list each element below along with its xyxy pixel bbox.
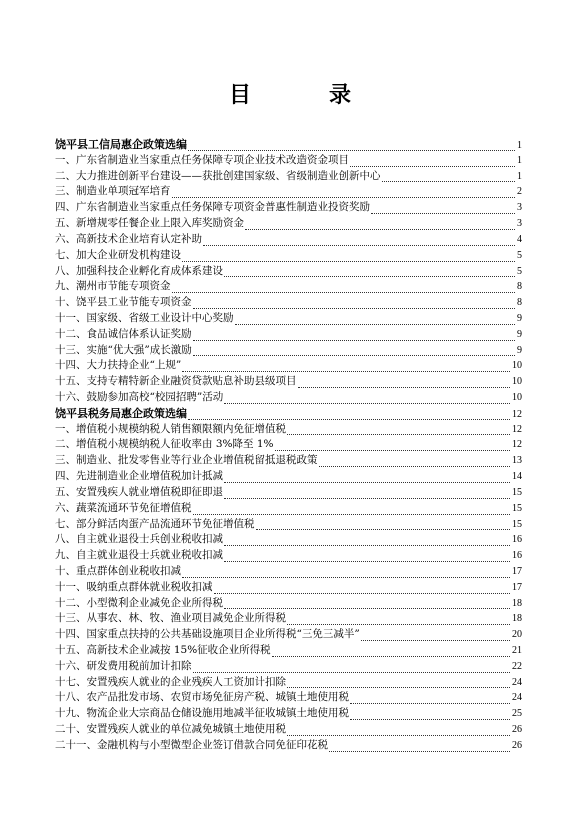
toc-entry[interactable] (55, 295, 522, 311)
toc-page-number: 12 (512, 439, 522, 451)
dot-leader (275, 449, 511, 451)
toc-entry-title: 七、部分鲜活肉蛋产品流通环节免征增值税 (55, 517, 255, 530)
toc-entry-title: 一、广东省制造业当家重点任务保障专项企业技术改造资金项目 (55, 153, 349, 166)
toc-page-number: 10 (512, 376, 522, 388)
toc-entry-title: 四、先进制造业企业增值税加计抵减 (55, 470, 223, 483)
toc-entry[interactable] (55, 501, 522, 517)
toc-entry-title: 八、自主就业退役士兵创业税收扣减 (55, 533, 223, 546)
dot-leader (298, 386, 511, 388)
dot-leader (193, 513, 511, 515)
toc-page-number: 17 (512, 581, 522, 593)
toc-entry-title: 十五、高新技术企业减按 15%征收企业所得税 (55, 644, 271, 656)
toc-entry-title: 九、自主就业退役士兵就业税收扣减 (55, 549, 223, 562)
toc-page-number: 13 (512, 455, 522, 467)
toc-entry-title: 二十、安置残疾人就业的单位减免城镇土地使用税 (55, 723, 286, 736)
dot-leader (193, 339, 516, 341)
dot-leader (214, 592, 511, 594)
toc-entry-title: 十三、实施“优大强”成长激励 (55, 343, 192, 356)
toc-section-heading[interactable] (55, 406, 522, 422)
dot-leader (350, 165, 515, 167)
dot-leader (193, 354, 515, 356)
dot-leader (203, 244, 515, 246)
toc-page-number: 15 (512, 486, 522, 498)
toc-entry-title: 二、大力推进创新平台建设——获批创建国家级、省级制造业创新中心 (55, 169, 381, 182)
toc-entry-title: 十一、吸纳重点群体就业税收扣减 (55, 580, 213, 593)
dot-leader (361, 639, 510, 641)
toc-entry[interactable] (55, 327, 522, 343)
toc-page-number: 3 (517, 202, 522, 214)
toc-page-number: 8 (517, 281, 522, 293)
toc-page-number: 9 (517, 312, 522, 324)
toc-entry[interactable] (55, 643, 522, 659)
toc-entry-title: 六、蔬菜流通环节免征增值税 (55, 501, 192, 514)
toc-entry-title: 十、重点群体创业税收扣减 (55, 564, 181, 577)
toc-page-number: 5 (517, 265, 522, 277)
dot-leader (371, 212, 515, 214)
toc-page-number: 16 (512, 534, 522, 546)
toc-entry-title: 五、安置残疾人就业增值税即征即退 (55, 485, 223, 498)
toc-entry[interactable] (55, 200, 522, 216)
toc-page-number: 5 (517, 249, 522, 261)
toc-page-number: 9 (517, 328, 522, 340)
toc-page-number: 16 (512, 550, 522, 562)
toc-page-number: 26 (512, 739, 522, 751)
toc-entry[interactable] (55, 358, 522, 374)
toc-page-number: 9 (517, 344, 522, 356)
dot-leader (287, 623, 510, 625)
toc-entry[interactable] (55, 517, 522, 533)
dot-leader (382, 180, 516, 182)
toc-entry[interactable] (55, 659, 522, 675)
toc-entry[interactable] (55, 311, 522, 327)
toc-entry[interactable] (55, 374, 522, 390)
toc-entry[interactable] (55, 722, 522, 738)
toc-entry[interactable] (55, 485, 522, 501)
dot-leader (182, 370, 510, 372)
toc-page-number: 14 (512, 471, 522, 483)
toc-entry[interactable] (55, 706, 522, 722)
dot-leader (224, 607, 510, 609)
dot-leader (287, 433, 510, 435)
toc-entry-title: 二十一、金融机构与小型微型企业签订借款合同免征印花税 (55, 738, 328, 751)
dot-leader (224, 402, 510, 404)
toc-entry-title: 十三、从事农、林、牧、渔业项目减免企业所得税 (55, 612, 286, 625)
toc-page-number: 10 (512, 360, 522, 372)
toc-entry[interactable] (55, 453, 522, 469)
toc-page-number: 15 (512, 502, 522, 514)
toc-page-number: 26 (512, 724, 522, 736)
toc-page-number: 1 (517, 154, 522, 166)
dot-leader (319, 465, 511, 467)
toc-page-number: 1 (517, 170, 522, 182)
toc-page-number: 1 (517, 140, 522, 151)
toc-entry[interactable] (55, 690, 522, 706)
toc-entry[interactable] (55, 343, 522, 359)
toc-entry[interactable] (55, 437, 522, 453)
toc-entry[interactable] (55, 153, 522, 169)
toc-entry-title: 十二、食品诚信体系认证奖励 (55, 327, 192, 340)
dot-leader (329, 750, 510, 752)
toc-page-number: 12 (512, 408, 522, 420)
toc-page-number: 2 (517, 186, 522, 198)
toc-entry-title: 十六、鼓励参加高校“校园招聘”活动 (55, 391, 224, 403)
toc-entry-title: 八、加强科技企业孵化育成体系建设 (55, 264, 223, 277)
toc-entry-title: 九、潮州市节能专项资金 (55, 280, 171, 293)
toc-entry-title: 十六、研发费用税前加计扣除 (55, 659, 192, 672)
dot-leader (193, 671, 511, 673)
toc-page-number: 18 (512, 613, 522, 625)
toc-page-number: 4 (517, 233, 522, 245)
toc-page-number: 20 (512, 629, 522, 641)
toc-page-number: 10 (512, 392, 522, 403)
dot-leader (224, 481, 510, 483)
toc-entry-title: 十一、国家级、省级工业设计中心奖励 (55, 311, 234, 324)
toc-page-number: 17 (512, 565, 522, 577)
toc-entry-title: 十九、物流企业大宗商品仓储设施用地减半征收城镇土地使用税 (55, 707, 349, 720)
page-title: 目 录 (228, 83, 379, 108)
toc-entry[interactable] (55, 184, 522, 200)
dot-leader (287, 734, 510, 736)
toc-entry[interactable] (55, 532, 522, 548)
toc-entry-title: 五、新增规零任餐企业上限入库奖励资金 (55, 217, 244, 230)
dot-leader (224, 275, 515, 277)
dot-leader (256, 528, 511, 530)
dot-leader (350, 702, 510, 704)
dot-leader (182, 260, 515, 262)
toc-entry-title: 十八、农产品批发市场、农贸市场免征房产税、城镇土地使用税 (55, 691, 349, 704)
toc-entry-title: 三、制造业、批发零售业等行业企业增值税留抵退税政策 (55, 454, 318, 467)
toc-entry[interactable] (55, 738, 522, 754)
toc-entry[interactable] (55, 169, 522, 185)
dot-leader (172, 196, 516, 198)
toc-entry-title: 二、增值税小规模纳税人征收率由 3%降至 1% (55, 438, 274, 451)
dot-leader (350, 718, 510, 720)
toc-entry[interactable] (55, 564, 522, 580)
toc-page-number: 24 (512, 676, 522, 688)
dot-leader (224, 560, 510, 562)
toc-entry[interactable] (55, 469, 522, 485)
toc-entry-title: 一、增值税小规模纳税人销售额限额内免征增值税 (55, 422, 286, 435)
toc-entry-title: 十五、支持专精特新企业融资贷款贴息补助县级项目 (55, 375, 297, 388)
toc-entry-title: 十二、小型微利企业减免企业所得税 (55, 596, 223, 609)
toc-page-number: 18 (512, 597, 522, 609)
dot-leader (224, 497, 510, 499)
toc-page-number: 8 (517, 297, 522, 309)
toc-entry-title: 饶平县税务局惠企政策选编 (55, 406, 187, 420)
dot-leader (182, 576, 510, 578)
dot-leader (287, 686, 510, 688)
toc-entry[interactable] (55, 232, 522, 248)
toc-entry-title: 十、饶平县工业节能专项资金 (55, 296, 192, 309)
toc-entry-title: 六、高新技术企业培育认定补助 (55, 232, 202, 245)
dot-leader (272, 655, 510, 657)
toc-page-number: 22 (512, 660, 522, 672)
toc-entry[interactable] (55, 675, 522, 691)
dot-leader (245, 228, 515, 230)
toc-entry[interactable] (55, 422, 522, 438)
dot-leader (188, 149, 515, 151)
toc-page-number: 12 (512, 423, 522, 435)
toc-entry[interactable] (55, 596, 522, 612)
toc-page-number: 3 (517, 218, 522, 230)
toc-entry[interactable] (55, 248, 522, 264)
toc-entry[interactable] (55, 548, 522, 564)
toc-entry-title: 十七、安置残疾人就业的企业残疾人工资加计扣除 (55, 675, 286, 688)
dot-leader (193, 307, 516, 309)
toc-entry[interactable] (55, 627, 522, 643)
toc-entry[interactable] (55, 279, 522, 295)
dot-leader (224, 544, 510, 546)
dot-leader (172, 291, 516, 293)
toc-entry[interactable] (55, 580, 522, 596)
toc-entry-title: 三、制造业单项冠军培育 (55, 185, 171, 198)
toc-page-number: 21 (512, 645, 522, 656)
toc-entry[interactable] (55, 264, 522, 280)
toc-entry-title: 十四、国家重点扶持的公共基础设施项目企业所得税“三免三减半” (55, 628, 360, 641)
dot-leader (235, 323, 516, 325)
table-of-contents (55, 137, 522, 754)
toc-page-number: 24 (512, 692, 522, 704)
toc-section-heading[interactable] (55, 137, 522, 153)
toc-entry-title: 饶平县工信局惠企政策选编 (55, 138, 187, 151)
toc-entry-title: 七、加大企业研发机构建设 (55, 248, 181, 261)
toc-page-number: 25 (512, 708, 522, 720)
dot-leader (188, 418, 510, 420)
toc-page-number: 15 (512, 518, 522, 530)
toc-entry[interactable] (55, 216, 522, 232)
toc-entry-title: 十四、大力扶持企业“上规” (55, 359, 182, 372)
toc-entry[interactable] (55, 390, 522, 406)
toc-entry-title: 四、广东省制造业当家重点任务保障专项资金普惠性制造业投资奖励 (55, 201, 370, 214)
toc-entry[interactable] (55, 611, 522, 627)
